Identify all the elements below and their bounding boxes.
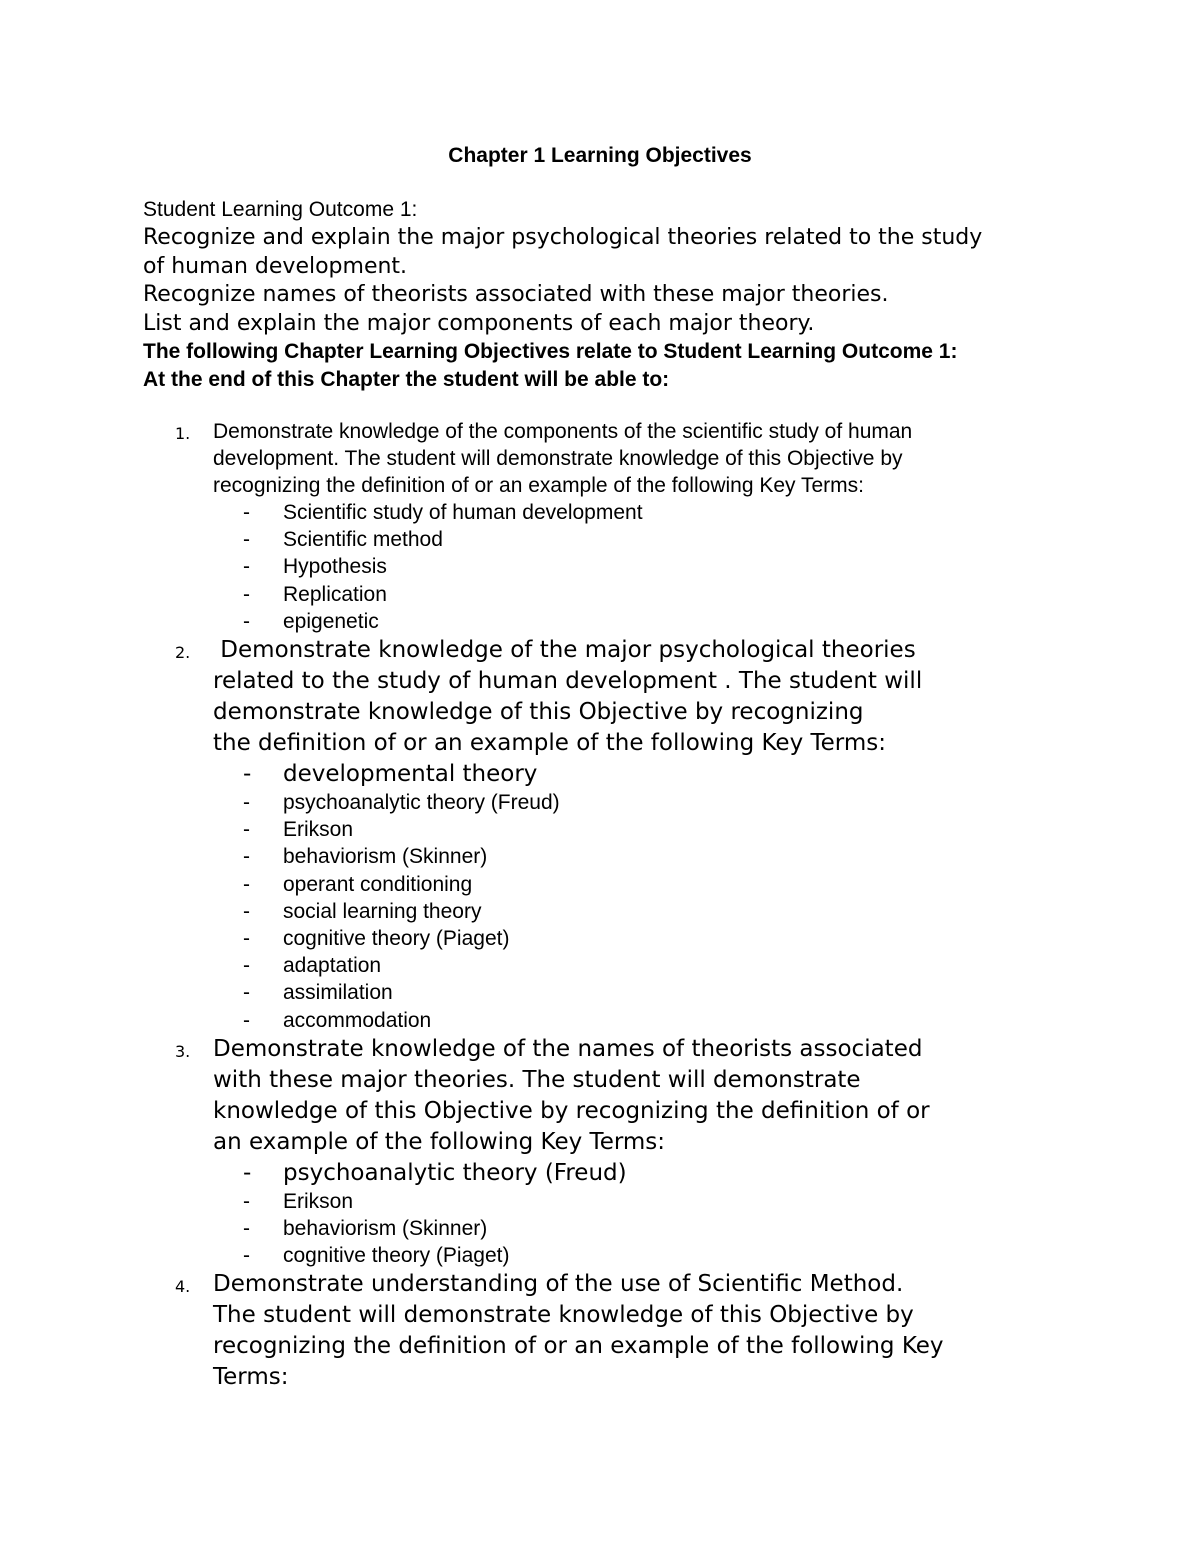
dash-bullet: - (243, 1159, 252, 1186)
objectives-list (143, 418, 1093, 1393)
dash-bullet: - (243, 528, 250, 552)
objective-text-line: recognizing the definition of or an example of the following Key Terms: (213, 474, 864, 497)
dash-bullet: - (243, 1008, 250, 1032)
key-term (243, 1188, 1093, 1215)
dash-bullet: - (243, 609, 250, 633)
key-term (243, 581, 1093, 608)
objective-item (143, 635, 1093, 1034)
objective-number: 1. (175, 424, 191, 443)
key-term (243, 898, 1093, 925)
dash-bullet: - (243, 555, 250, 579)
objective-text-line: Demonstrate knowledge of the major psychological theories (213, 637, 916, 664)
key-term-text: assimilation (283, 981, 393, 1005)
objective-text-line: Demonstrate understanding of the use of Scientific Method. (213, 1271, 904, 1298)
key-term (243, 1215, 1093, 1242)
key-term-text: social learning theory (283, 899, 482, 923)
key-term (243, 1007, 1093, 1034)
learning-outcome-section (143, 196, 1143, 394)
key-term-text: Replication (283, 582, 387, 606)
objective-number: 3. (175, 1041, 191, 1061)
dash-bullet: - (243, 818, 250, 842)
objective-text-line: the definition of or an example of the following Key Terms: (213, 730, 886, 757)
key-term-text: psychoanalytic theory (Freud) (283, 791, 560, 815)
key-term-text: cognitive theory (Piaget) (283, 1244, 510, 1268)
key-term-text: accommodation (283, 1008, 432, 1032)
objective-text-line: development. The student will demonstrate knowledge of this Objective by (213, 447, 903, 470)
objective-text-line: knowledge of this Objective by recognizing the definition of or (213, 1097, 930, 1124)
key-term-text: behaviorism (Skinner) (283, 845, 488, 869)
objective-text-line: Demonstrate knowledge of the components of the scientific study of human (213, 420, 913, 443)
outcome-line: of human development. (143, 253, 408, 279)
key-term-text: adaptation (283, 954, 382, 978)
objective-number: 2. (175, 643, 191, 663)
key-term-text: behaviorism (Skinner) (283, 1217, 488, 1241)
objective-text-line: demonstrate knowledge of this Objective by recognizing (213, 699, 864, 726)
key-term (243, 871, 1093, 898)
dash-bullet: - (243, 927, 250, 951)
key-term-text: Erikson (283, 1189, 354, 1213)
key-term (243, 979, 1093, 1006)
key-term (243, 816, 1093, 843)
key-term (243, 925, 1093, 952)
key-term (243, 608, 1093, 635)
key-term-text: Erikson (283, 818, 354, 842)
dash-bullet: - (243, 1244, 250, 1268)
dash-bullet: - (243, 501, 250, 524)
key-term (243, 1158, 1093, 1188)
objective-item (143, 1269, 1093, 1393)
key-term (243, 789, 1093, 816)
outcome-line: Recognize and explain the major psychological theories related to the study (143, 225, 983, 250)
outcome-line: List and explain the major components of each major theory. (143, 310, 815, 336)
objective-number: 4. (175, 1277, 191, 1297)
dash-bullet: - (243, 1217, 250, 1241)
key-term (243, 553, 1093, 580)
objective-item (143, 1034, 1093, 1270)
key-term (243, 1242, 1093, 1269)
dash-bullet: - (243, 981, 250, 1005)
key-term-text: Hypothesis (283, 555, 387, 579)
key-term-text: psychoanalytic theory (Freud) (283, 1159, 627, 1186)
outcome-line: Recognize names of theorists associated with these major theories. (143, 282, 889, 308)
key-term (243, 952, 1093, 979)
dash-bullet: - (243, 872, 250, 896)
chapter-objectives-intro: The following Chapter Learning Objectives relate to Student Learning Outcome 1: (143, 340, 958, 364)
key-term-text: cognitive theory (Piaget) (283, 927, 510, 951)
objective-text-line: Terms: (213, 1364, 289, 1391)
dash-bullet: - (243, 954, 250, 978)
key-term-text: Scientific method (283, 528, 443, 552)
chapter-objectives-intro: At the end of this Chapter the student will be able to: (143, 368, 670, 392)
dash-bullet: - (243, 899, 250, 923)
dash-bullet: - (243, 761, 252, 788)
objective-text-line: related to the study of human development . The student will (213, 668, 923, 695)
dash-bullet: - (243, 1189, 250, 1213)
page-title: Chapter 1 Learning Objectives (448, 144, 752, 167)
key-term-text: Scientific study of human development (283, 501, 643, 524)
dash-bullet: - (243, 845, 250, 869)
key-term-text: operant conditioning (283, 872, 473, 896)
objective-text-line: The student will demonstrate knowledge of this Objective by (213, 1302, 914, 1329)
key-term (243, 843, 1093, 870)
dash-bullet: - (243, 582, 250, 606)
key-term-text: developmental theory (283, 761, 538, 788)
outcome-label: Student Learning Outcome 1: (143, 198, 418, 221)
objective-text-line: Demonstrate knowledge of the names of theorists associated (213, 1035, 923, 1062)
key-term-text: epigenetic (283, 609, 379, 633)
objective-text-line: with these major theories. The student will demonstrate (213, 1066, 861, 1093)
key-term (243, 526, 1093, 553)
key-term (243, 759, 1093, 789)
objective-text-line: recognizing the definition of or an example of the following Key (213, 1333, 944, 1360)
dash-bullet: - (243, 791, 250, 815)
key-term (243, 499, 1093, 526)
objective-text-line: an example of the following Key Terms: (213, 1128, 666, 1155)
objective-item (143, 418, 1093, 635)
